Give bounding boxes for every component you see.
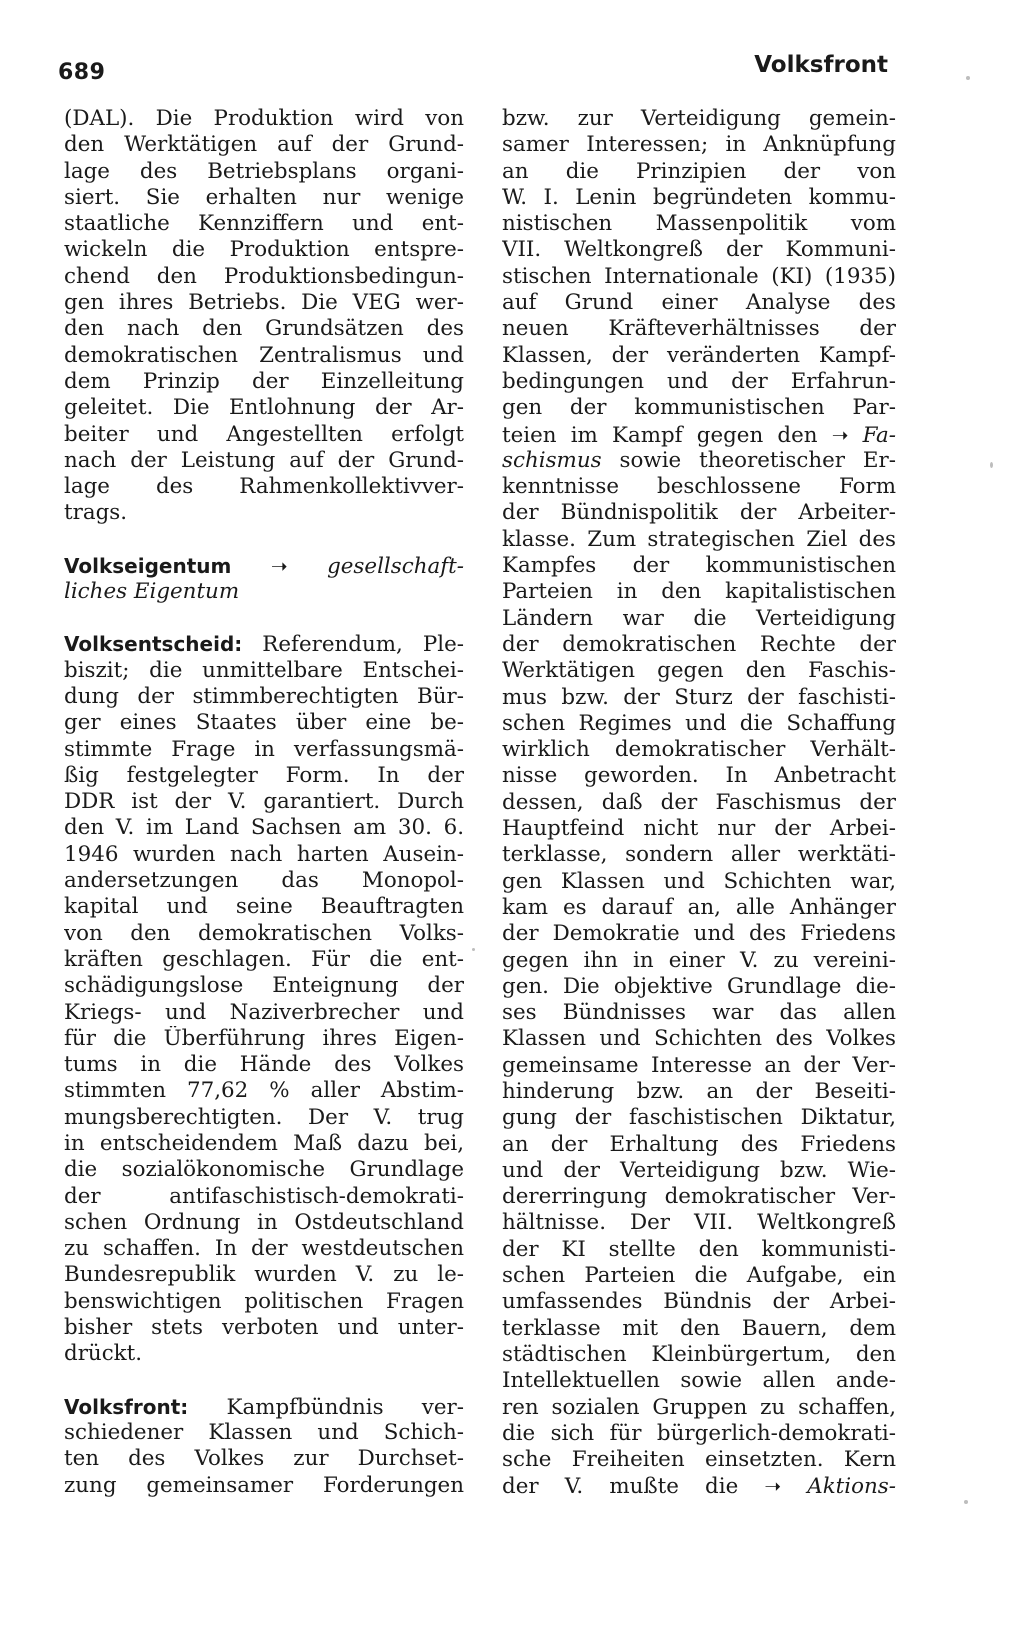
text-line: siert. Sie erhalten nur wenige xyxy=(64,184,464,210)
text-line: dung der stimmberechtigten Bür- xyxy=(64,683,464,709)
text-line: zu schaffen. In der westdeutschen xyxy=(64,1236,464,1262)
text-line: kräften geschlagen. Für die ent- xyxy=(64,946,464,972)
text-line: die sich für bürgerlich-demokrati- xyxy=(502,1420,896,1446)
lemma-volkseigentum: Volkseigentum xyxy=(64,553,232,578)
text-line: gemeinsame Interesse an der Ver- xyxy=(502,1052,896,1078)
text-line: und der Verteidigung bzw. Wie- xyxy=(502,1157,896,1183)
running-head: Volksfront xyxy=(754,52,888,78)
text-line: lage des Rahmenkollektivver- xyxy=(64,474,464,500)
text-line: der KI stellte den kommunisti- xyxy=(502,1236,896,1262)
text-line: in entscheidendem Maß dazu bei, xyxy=(64,1130,464,1156)
text-line: biszit; die unmittelbare Entschei- xyxy=(64,657,464,683)
text-line: mungsberechtigten. Der V. trug xyxy=(64,1104,464,1130)
text-line: nisse geworden. In Anbetracht xyxy=(502,763,896,789)
entry-continuation xyxy=(64,106,464,527)
text-line: nach der Leistung auf der Grund- xyxy=(64,447,464,473)
text-line: dererringung demokratischer Ver- xyxy=(502,1184,896,1210)
text-line: stischen Internationale (KI) (1935) xyxy=(502,263,896,289)
text-line: Ländern war die Verteidigung xyxy=(502,605,896,631)
text-line: klasse. Zum strategischen Ziel des xyxy=(502,526,896,552)
text-line: ßig festgelegter Form. In der xyxy=(64,762,464,788)
cross-reference-arrow-icon: ➝ xyxy=(764,1474,782,1499)
text-line: den Werktätigen auf der Grund- xyxy=(64,132,464,158)
scan-speck xyxy=(472,948,475,951)
text-line: kenntnisse beschlossene Form xyxy=(502,474,896,500)
text-line: ten des Volkes zur Durchset- xyxy=(64,1446,464,1472)
text-line: Werktätigen gegen den Faschis- xyxy=(502,658,896,684)
text-line: VII. Weltkongreß der Kommuni- xyxy=(502,237,896,263)
text-line: Intellektuellen sowie allen ande- xyxy=(502,1368,896,1394)
text-line: dessen, daß der Faschismus der xyxy=(502,789,896,815)
text-line: der Bündnispolitik der Arbeiter- xyxy=(502,500,896,526)
text-line: der demokratischen Rechte der xyxy=(502,631,896,657)
text-line: hinderung bzw. an der Beseiti- xyxy=(502,1078,896,1104)
scan-speck xyxy=(966,76,970,80)
text-line: Klassen, der veränderten Kampf- xyxy=(502,342,896,368)
entry-volkseigentum xyxy=(64,553,464,606)
text-line: die sozialökonomische Grundlage xyxy=(64,1157,464,1183)
entry-volksentscheid xyxy=(64,631,464,1367)
cross-reference-arrow-icon: ➝ xyxy=(270,553,288,578)
scan-speck xyxy=(990,462,993,468)
text-line: schädigungslose Enteignung der xyxy=(64,973,464,999)
text-line: geleitet. Die Entlohnung der Ar- xyxy=(64,395,464,421)
text-line: terklasse, sondern aller werktäti- xyxy=(502,842,896,868)
text-line: gen Klassen und Schichten war, xyxy=(502,868,896,894)
text-line: terklasse mit den Bauern, dem xyxy=(502,1315,896,1341)
text-line: schen Ordnung in Ostdeutschland xyxy=(64,1209,464,1235)
cross-reference-link[interactable]: liches Eigentum xyxy=(64,579,240,605)
text-line: Klassen und Schichten des Volkes xyxy=(502,1026,896,1052)
text-line: kam es darauf an, alle Anhänger xyxy=(502,894,896,920)
text-line: stimmte Frage in verfassungsmä- xyxy=(64,736,464,762)
text-line: Parteien in den kapitalistischen xyxy=(502,579,896,605)
scan-speck xyxy=(964,1500,968,1504)
text-line: der Demokratie und des Friedens xyxy=(502,921,896,947)
text-line: tums in die Hände des Volkes xyxy=(64,1052,464,1078)
text-line: Kampfes der kommunistischen xyxy=(502,553,896,579)
text-line: umfassendes Bündnis der Arbei- xyxy=(502,1289,896,1315)
entry-text: der V. mußte die xyxy=(502,1474,739,1500)
cross-reference-arrow-icon: ➝ xyxy=(831,422,849,447)
entry-body xyxy=(64,1420,464,1499)
text-line: bisher stets verboten und unter- xyxy=(64,1315,464,1341)
entry-body xyxy=(502,474,896,1473)
text-line: gen. Die objektive Grundlage die- xyxy=(502,973,896,999)
entry-body xyxy=(502,106,896,422)
text-line: W. I. Lenin begründeten kommu- xyxy=(502,184,896,210)
text-line: Kriegs- und Naziverbrecher und xyxy=(64,999,464,1025)
text-line: gen der kommunistischen Par- xyxy=(502,395,896,421)
text-line: auf Grund einer Analyse des xyxy=(502,290,896,316)
text-line: gen ihres Betriebs. Die VEG wer- xyxy=(64,290,464,316)
text-line: für die Überführung ihres Eigen- xyxy=(64,1025,464,1051)
page-number: 689 xyxy=(58,60,106,85)
entry-volksfront xyxy=(64,1394,464,1499)
text-line: staatliche Kennziffern und ent- xyxy=(64,211,464,237)
text-line: ren sozialen Gruppen zu schaffen, xyxy=(502,1394,896,1420)
text-line: den V. im Land Sachsen am 30. 6. xyxy=(64,815,464,841)
text-line: bedingungen und der Erfahrun- xyxy=(502,368,896,394)
text-line: gegen ihn in einer V. zu vereini- xyxy=(502,947,896,973)
text-line: mus bzw. der Sturz der faschisti- xyxy=(502,684,896,710)
entry-text: teien im Kampf gegen den xyxy=(502,422,818,448)
text-line: demokratischen Zentralismus und xyxy=(64,342,464,368)
text-line: (DAL). Die Produktion wird von xyxy=(64,106,464,131)
text-line: schiedener Klassen und Schich- xyxy=(64,1419,464,1445)
text-line: von den demokratischen Volks- xyxy=(64,920,464,946)
text-line: beiter und Angestellten erfolgt xyxy=(64,421,464,447)
text-line: stimmten 77,62 % aller Abstim- xyxy=(64,1078,464,1104)
text-line: benswichtigen politischen Fragen xyxy=(64,1288,464,1314)
text-line: der antifaschistisch-demokrati- xyxy=(64,1183,464,1209)
text-line: drückt. xyxy=(64,1341,143,1367)
text-line: gung der faschistischen Diktatur, xyxy=(502,1105,896,1131)
cross-reference-link[interactable]: Aktions- xyxy=(807,1474,896,1500)
text-line: wickeln die Produktion entspre- xyxy=(64,237,464,263)
entry-text: sowie theoretischer Er- xyxy=(619,447,896,473)
text-line: zung gemeinsamer Forderungen xyxy=(64,1472,464,1498)
text-line: neuen Kräfteverhältnisses der xyxy=(502,316,896,342)
text-line: chend den Produktionsbedingun- xyxy=(64,263,464,289)
text-line: bzw. zur Verteidigung gemein- xyxy=(502,106,896,131)
text-line: den nach den Grundsätzen des xyxy=(64,316,464,342)
left-column xyxy=(64,106,464,1499)
cross-reference-link[interactable]: Fa- xyxy=(862,422,896,448)
cross-reference-link[interactable]: schismus xyxy=(502,447,602,473)
text-line: an die Prinzipien der von xyxy=(502,158,896,184)
entry-text: Kampfbündnis ver- xyxy=(226,1394,464,1420)
text-line: sche Freiheiten einsetzten. Kern xyxy=(502,1447,896,1473)
text-line: kapital und seine Beauftragten xyxy=(64,894,464,920)
lemma-volksentscheid: Volksentscheid: xyxy=(64,632,243,657)
text-line: samer Interessen; in Anknüpfung xyxy=(502,132,896,158)
text-line: nistischen Massenpolitik vom xyxy=(502,211,896,237)
text-line: schen Parteien die Aufgabe, ein xyxy=(502,1263,896,1289)
cross-reference-link[interactable]: gesellschaft- xyxy=(327,553,464,579)
text-line: hältnisse. Der VII. Weltkongreß xyxy=(502,1210,896,1236)
entry-text: Referendum, Ple- xyxy=(262,632,464,658)
text-line: dem Prinzip der Einzelleitung xyxy=(64,368,464,394)
text-line: andersetzungen das Monopol- xyxy=(64,868,464,894)
text-line: Bundesrepublik wurden V. zu le- xyxy=(64,1262,464,1288)
text-line: ses Bündnisses war das allen xyxy=(502,1000,896,1026)
text-line: ger eines Staates über eine be- xyxy=(64,710,464,736)
text-line: 1946 wurden nach harten Ausein- xyxy=(64,841,464,867)
text-line: schen Regimes und die Schaffung xyxy=(502,710,896,736)
text-line: trags. xyxy=(64,500,128,526)
text-line: Hauptfeind nicht nur der Arbei- xyxy=(502,816,896,842)
text-line: städtischen Kleinbürgertum, den xyxy=(502,1341,896,1367)
text-line: DDR ist der V. garantiert. Durch xyxy=(64,789,464,815)
entry-body xyxy=(64,658,464,1368)
right-column xyxy=(502,106,896,1500)
text-line: lage des Betriebsplans organi- xyxy=(64,158,464,184)
lemma-volksfront: Volksfront: xyxy=(64,1394,189,1419)
text-line: an der Erhaltung des Friedens xyxy=(502,1131,896,1157)
text-line: wirklich demokratischer Verhält- xyxy=(502,737,896,763)
